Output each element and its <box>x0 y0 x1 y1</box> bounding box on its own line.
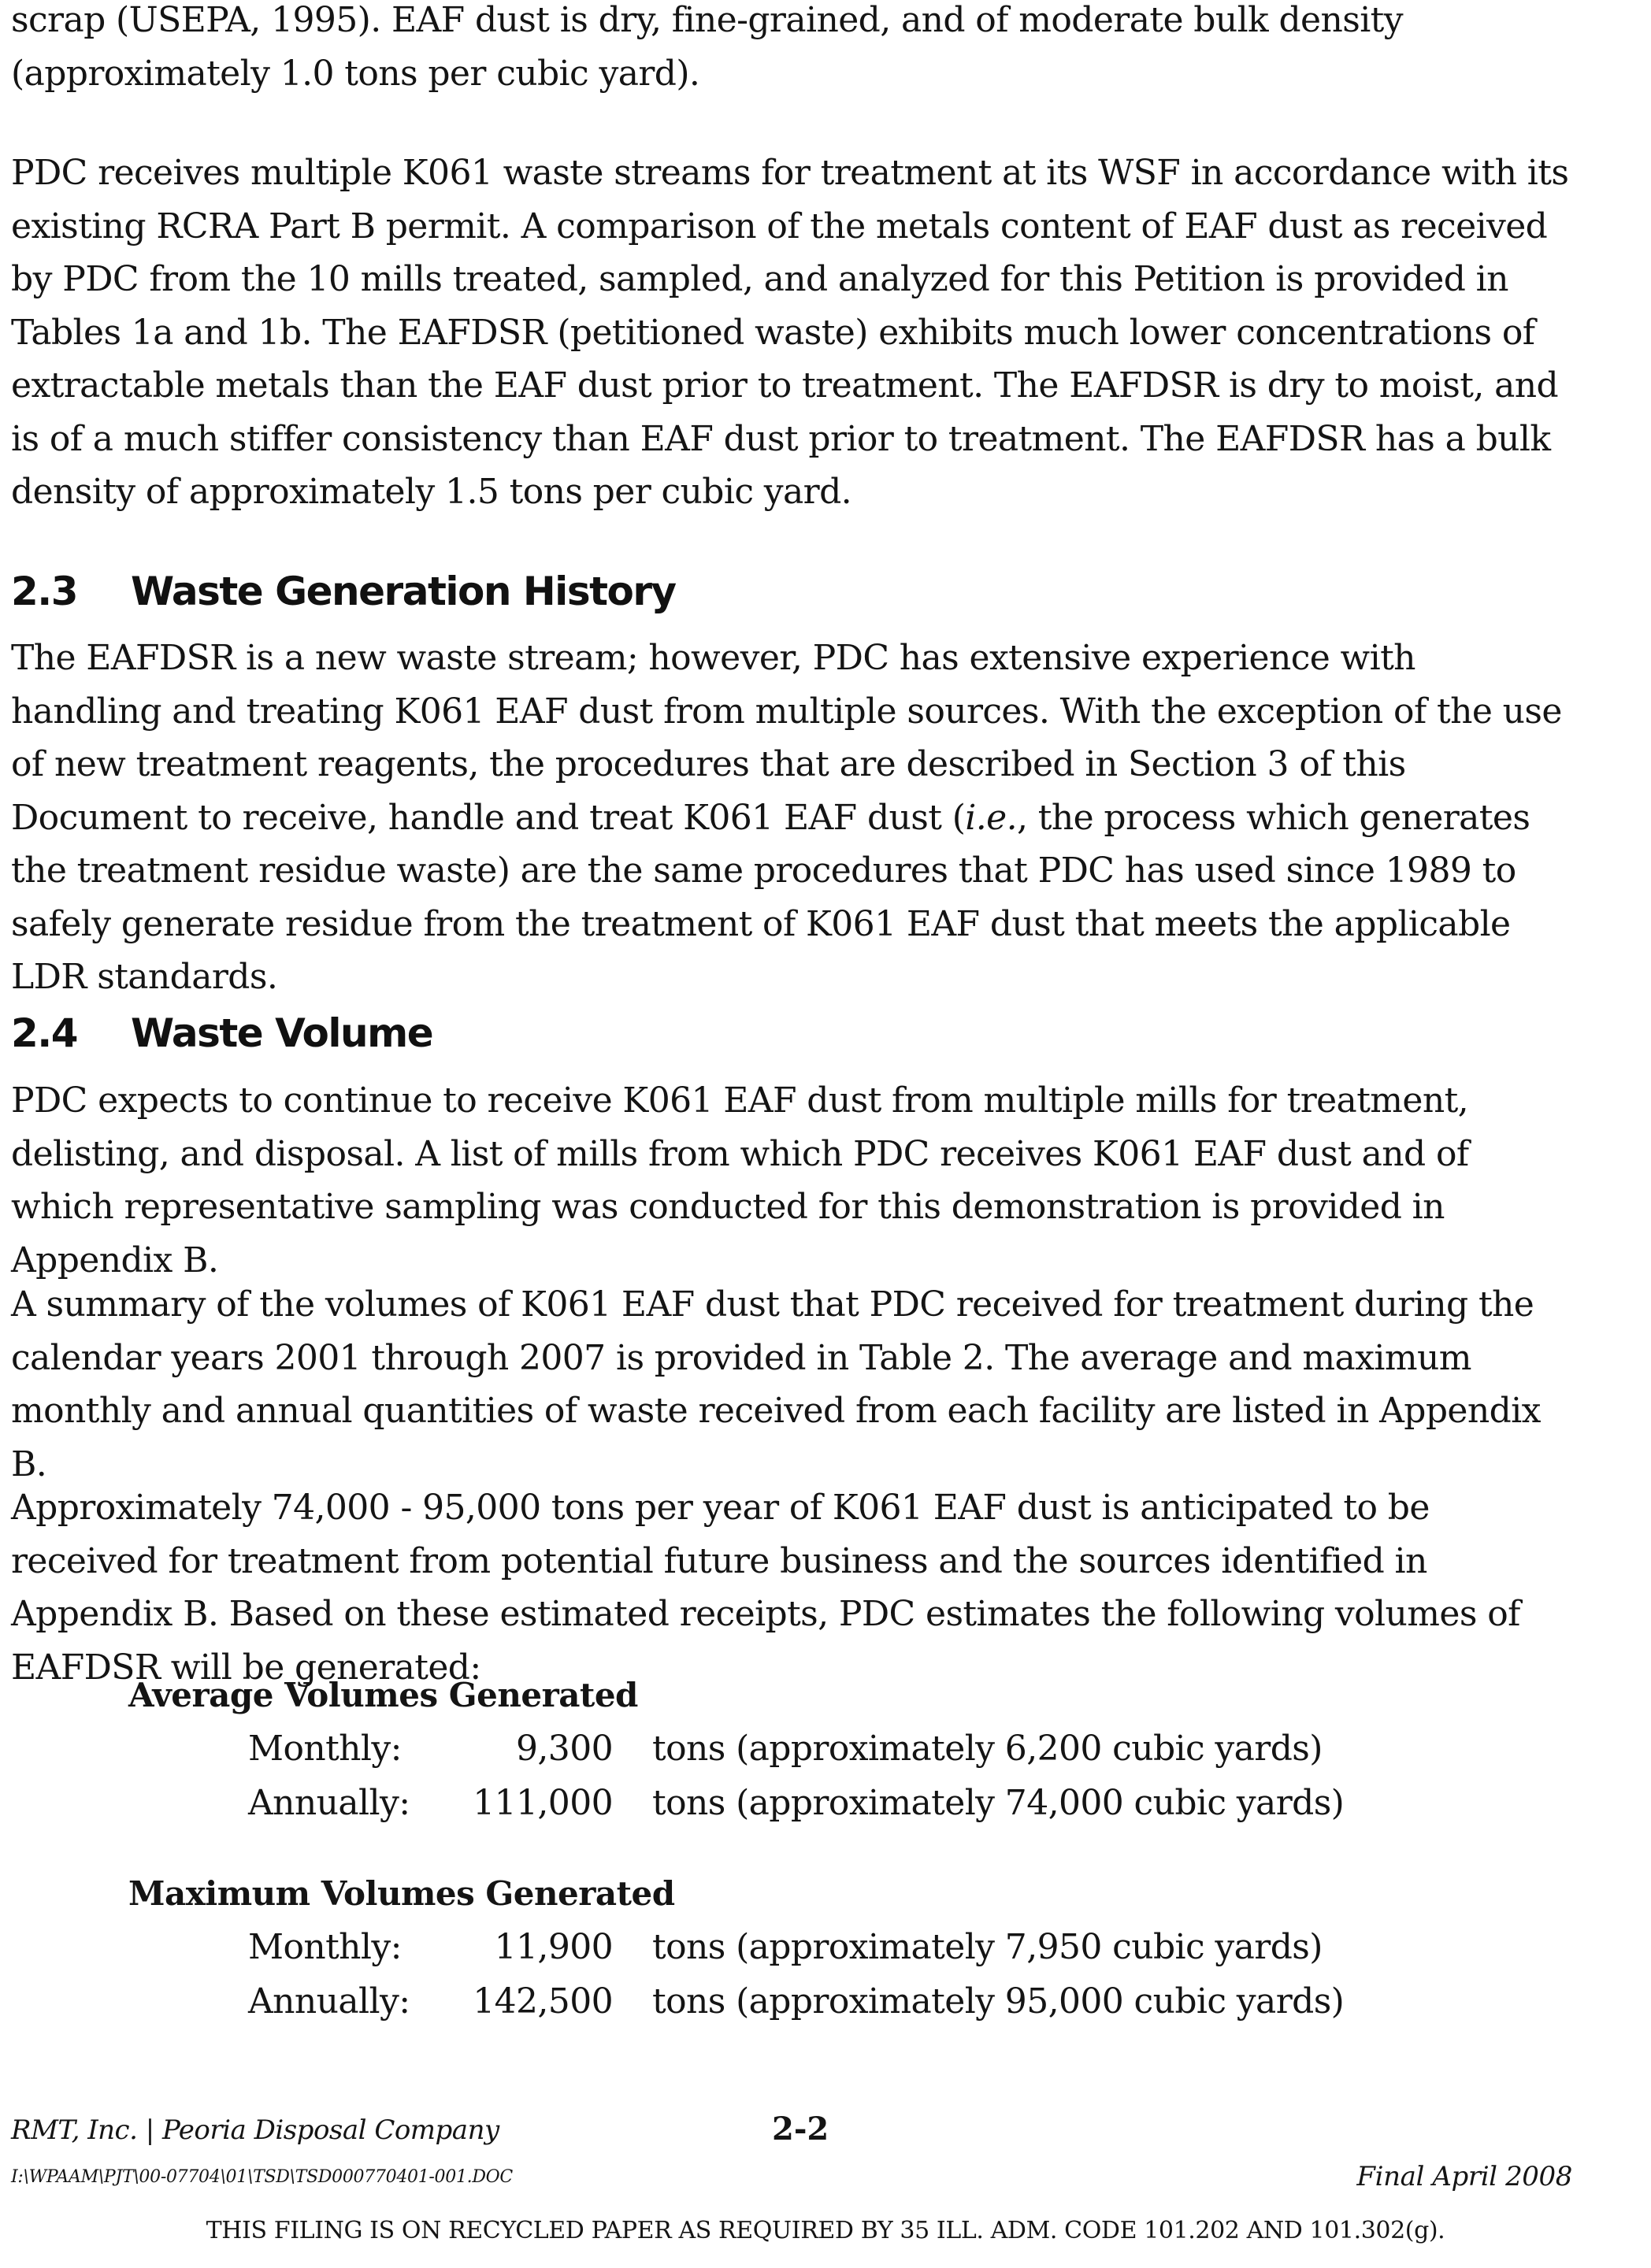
average-monthly-row <box>0 1729 1651 1782</box>
section-heading-2-3 <box>11 569 676 614</box>
row-description: tons (approximately 6,200 cubic yards) <box>652 1729 1323 1769</box>
section-number: 2.4 <box>11 1010 78 1056</box>
average-annually-row <box>0 1783 1651 1836</box>
paragraph-eaf-dust-density: scrap (USEPA, 1995). EAF dust is dry, fine-grained, and of moderate bulk density (approximately 1.0 tons per cubic yard). <box>11 0 1404 94</box>
row-label: Annually: <box>248 1981 410 2022</box>
paragraph-text-end: , the process which generates the treatment residue waste) are the same procedures that PDC has used since 1989 to safely generate residue from the treatment of K061 EAF dust that meets the applicable LDR standards. <box>11 797 1530 997</box>
average-volumes-title: Average Volumes Generated <box>128 1676 638 1714</box>
row-label: Monthly: <box>248 1729 402 1769</box>
maximum-monthly-row <box>0 1927 1651 1981</box>
paragraph-k061-waste-streams: PDC receives multiple K061 waste streams for treatment at its WSF in accordance with its existing RCRA Part B permit. A comparison of the metals content of EAF dust as received by PDC from the 10 mills treated, sampled, and analyzed for this Petition is provided in Tables 1a and 1b. The EAFDSR (petitioned waste) exhibits much lower concentrations of extractable metals than the EAF dust prior to treatment. The EAFDSR is dry to moist, and is of a much stiffer consistency than EAF dust prior to treatment. The EAFDSR has a bulk density of approximately 1.5 tons per cubic yard. <box>11 153 1569 512</box>
row-label: Annually: <box>248 1783 410 1823</box>
row-description: tons (approximately 95,000 cubic yards) <box>652 1981 1345 2022</box>
page-number: 2-2 <box>772 2110 829 2148</box>
paragraph-mills-list: PDC expects to continue to receive K061 EAF dust from multiple mills for treatment, delisting, and disposal. A list of mills from which PDC receives K061 EAF dust and of which representative sampling was conducted for this demonstration is provided in Appendix B. <box>11 1080 1469 1280</box>
maximum-volumes-title: Maximum Volumes Generated <box>128 1874 675 1913</box>
row-quantity: 9,300 <box>516 1729 613 1769</box>
row-description: tons (approximately 74,000 cubic yards) <box>652 1783 1345 1823</box>
paragraph-waste-generation-history <box>11 632 1575 1004</box>
footer-company: RMT, Inc. | Peoria Disposal Company <box>11 2114 499 2146</box>
section-title: Waste Volume <box>131 1010 433 1056</box>
footer-file-path: I:\WPAAM\PJT\00-07704\01\TSD\TSD000770401-001.DOC <box>11 2167 513 2187</box>
row-description: tons (approximately 7,950 cubic yards) <box>652 1927 1323 1967</box>
maximum-annually-row <box>0 1981 1651 2035</box>
row-label: Monthly: <box>248 1927 402 1967</box>
footer-status: Final April 2008 <box>1356 2161 1572 2192</box>
row-quantity: 11,900 <box>494 1927 613 1967</box>
paragraph-estimated-receipts: Approximately 74,000 - 95,000 tons per year of K061 EAF dust is anticipated to be received for treatment from potential future business and the sources identified in Appendix B. Based on these estimated receipts, PDC estimates the following volumes of EAFDSR will be generated: <box>11 1488 1520 1688</box>
section-number: 2.3 <box>11 569 78 614</box>
ie-abbreviation: i.e. <box>965 797 1017 838</box>
section-title: Waste Generation History <box>131 569 676 614</box>
paragraph-text-start: The EAFDSR is a new waste stream; however, PDC has extensive experience with handling and treating K061 EAF dust from multiple sources. With the exception of the use of new treatment reagents, the procedures that are described in Section 3 of this Document to receive, handle and treat K061 EAF dust ( <box>11 638 1562 838</box>
paragraph-volume-summary: A summary of the volumes of K061 EAF dust that PDC received for treatment during the calendar years 2001 through 2007 is provided in Table 2. The average and maximum monthly and annual quantities of waste received from each facility are listed in Appendix B. <box>11 1284 1541 1484</box>
recycled-paper-notice: THIS FILING IS ON RECYCLED PAPER AS REQUIRED BY 35 ILL. ADM. CODE 101.202 AND 101.302(g). <box>206 2217 1445 2244</box>
row-quantity: 142,500 <box>473 1981 613 2022</box>
section-heading-2-4 <box>11 1010 432 1056</box>
row-quantity: 111,000 <box>473 1783 613 1823</box>
